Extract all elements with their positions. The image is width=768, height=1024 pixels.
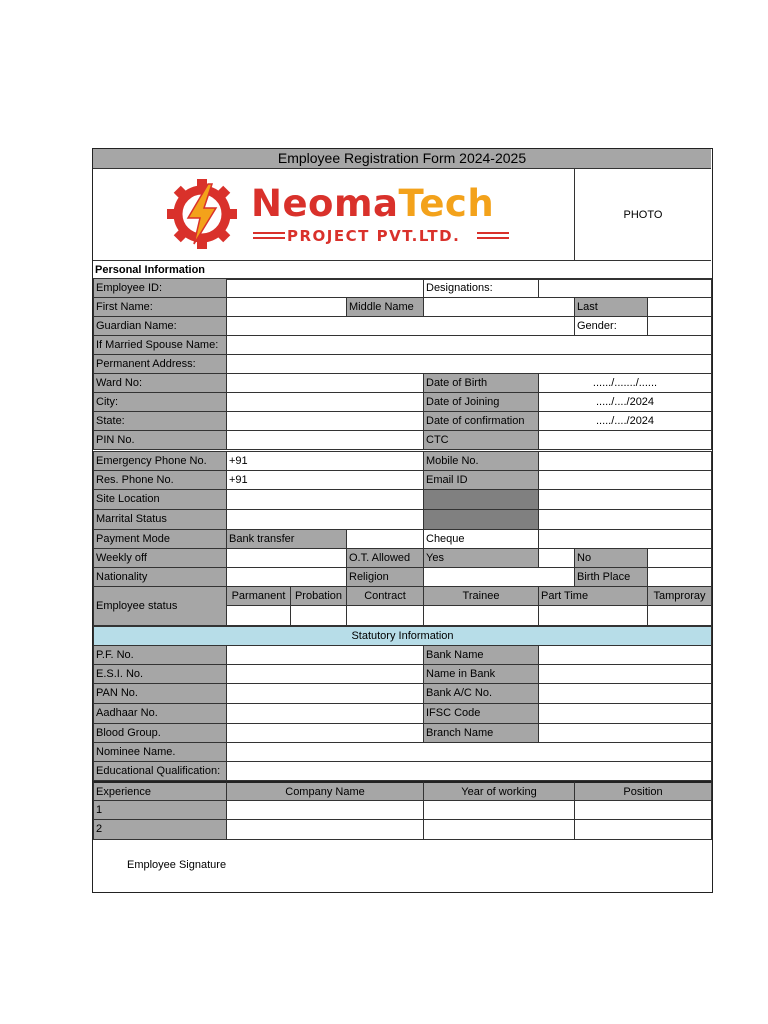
section-statutory-information: Statutory Information	[93, 626, 712, 646]
company-name	[251, 184, 494, 224]
divider-line	[477, 232, 509, 234]
experience-2-company-field[interactable]	[226, 819, 424, 840]
first-name-field[interactable]	[226, 297, 347, 317]
label-site-location: Site Location	[93, 489, 227, 510]
status-checkbox-parmanent[interactable]	[226, 605, 291, 626]
educational-qualification-field[interactable]	[226, 761, 712, 781]
photo-box	[574, 169, 711, 260]
status-option-probation[interactable]: Probation	[290, 586, 347, 606]
name-in-bank-field[interactable]	[538, 664, 712, 684]
label-ot-allowed: O.T. Allowed	[346, 548, 424, 568]
ot-no-checkbox[interactable]	[647, 548, 712, 568]
mobile-no-field[interactable]	[538, 451, 712, 471]
logo-section	[93, 169, 711, 261]
label-ifsc-code: IFSC Code	[423, 703, 539, 724]
ctc-field[interactable]	[538, 430, 712, 450]
label-spouse-name: If Married Spouse Name:	[93, 335, 227, 355]
birth-place-field[interactable]	[647, 567, 712, 587]
status-checkbox-trainee[interactable]	[423, 605, 539, 626]
registration-form	[92, 148, 713, 893]
experience-2-position-field[interactable]	[574, 819, 712, 840]
employee-id-field[interactable]	[226, 278, 424, 298]
label-blood-group: Blood Group.	[93, 723, 227, 743]
option-ot-no[interactable]: No	[574, 548, 648, 568]
date-of-joining-field[interactable]: ...../..../2024	[538, 392, 712, 412]
ward-no-field[interactable]	[226, 373, 424, 393]
status-checkbox-contract[interactable]	[346, 605, 424, 626]
cheque-checkbox[interactable]	[538, 529, 712, 549]
label-marital-status: Marrital Status	[93, 509, 227, 530]
company-subtitle-row	[253, 227, 509, 245]
status-option-trainee[interactable]: Trainee	[423, 586, 539, 606]
emergency-phone-field[interactable]: +91	[226, 451, 424, 471]
nationality-field[interactable]	[226, 567, 347, 587]
photo-label: PHOTO	[623, 208, 663, 221]
label-city: City:	[93, 392, 227, 412]
bank-ac-no-field[interactable]	[538, 683, 712, 704]
aadhaar-no-field[interactable]	[226, 703, 424, 724]
status-checkbox-part-time[interactable]	[538, 605, 648, 626]
experience-1-company-field[interactable]	[226, 800, 424, 820]
employee-signature-label: Employee Signature	[127, 859, 227, 871]
label-res-phone: Res. Phone No.	[93, 470, 227, 490]
nominee-name-field[interactable]	[226, 742, 712, 762]
spouse-name-field[interactable]	[226, 335, 712, 355]
last-name-field[interactable]	[647, 297, 712, 317]
date-of-birth-field[interactable]: ....../......./......	[538, 373, 712, 393]
guardian-name-field[interactable]	[226, 316, 575, 336]
label-branch-name: Branch Name	[423, 723, 539, 743]
column-company-name: Company Name	[226, 781, 424, 801]
label-bank-ac-no: Bank A/C No.	[423, 683, 539, 704]
blood-group-field[interactable]	[226, 723, 424, 743]
ot-yes-checkbox[interactable]	[538, 548, 575, 568]
label-nominee-name: Nominee Name.	[93, 742, 227, 762]
divider-line	[253, 237, 285, 239]
bank-transfer-checkbox[interactable]	[346, 529, 424, 549]
employee-signature-area[interactable]	[93, 839, 711, 891]
weekly-off-field[interactable]	[226, 548, 347, 568]
label-aadhaar-no: Aadhaar No.	[93, 703, 227, 724]
gear-bolt-icon	[161, 179, 243, 249]
permanent-address-field[interactable]	[226, 354, 712, 374]
esi-no-field[interactable]	[226, 664, 424, 684]
experience-1-year-field[interactable]	[423, 800, 575, 820]
option-cheque[interactable]: Cheque	[423, 529, 539, 549]
label-state: State:	[93, 411, 227, 431]
column-position: Position	[574, 781, 712, 801]
site-location-field[interactable]	[226, 489, 424, 510]
site-location-extra-field[interactable]	[538, 489, 712, 510]
company-name-part1: Neoma	[251, 182, 399, 225]
company-subtitle: PROJECT PVT.LTD.	[287, 227, 461, 245]
column-year-of-working: Year of working	[423, 781, 575, 801]
pf-no-field[interactable]	[226, 645, 424, 665]
label-ctc: CTC	[423, 430, 539, 450]
pin-no-field[interactable]	[226, 430, 424, 450]
label-emergency-phone: Emergency Phone No.	[93, 451, 227, 471]
label-last: Last	[574, 297, 648, 317]
label-middle-name: Middle Name	[346, 297, 424, 317]
blank-shaded-cell	[423, 509, 539, 530]
label-birth-place: Birth Place	[574, 567, 648, 587]
experience-1-position-field[interactable]	[574, 800, 712, 820]
status-checkbox-tamproray[interactable]	[647, 605, 712, 626]
marital-status-extra-field[interactable]	[538, 509, 712, 530]
label-ward-no: Ward No:	[93, 373, 227, 393]
experience-2-year-field[interactable]	[423, 819, 575, 840]
option-ot-yes[interactable]: Yes	[423, 548, 539, 568]
bank-name-field[interactable]	[538, 645, 712, 665]
option-bank-transfer[interactable]: Bank transfer	[226, 529, 347, 549]
status-option-contract[interactable]: Contract	[346, 586, 424, 606]
gender-field[interactable]	[647, 316, 712, 336]
middle-name-field[interactable]	[423, 297, 575, 317]
experience-row-number: 2	[93, 819, 227, 840]
divider-line	[253, 232, 285, 234]
marital-status-field[interactable]	[226, 509, 424, 530]
label-nationality: Nationality	[93, 567, 227, 587]
branch-name-field[interactable]	[538, 723, 712, 743]
status-checkbox-probation[interactable]	[290, 605, 347, 626]
form-title: Employee Registration Form 2024-2025	[93, 149, 711, 169]
label-designations: Designations:	[423, 278, 539, 298]
pan-no-field[interactable]	[226, 683, 424, 704]
label-guardian-name: Guardian Name:	[93, 316, 227, 336]
label-date-of-confirmation: Date of confirmation	[423, 411, 539, 431]
status-option-tamproray[interactable]: Tamproray	[647, 586, 712, 606]
ifsc-code-field[interactable]	[538, 703, 712, 724]
label-bank-name: Bank Name	[423, 645, 539, 665]
state-field[interactable]	[226, 411, 424, 431]
label-name-in-bank: Name in Bank	[423, 664, 539, 684]
label-date-of-birth: Date of Birth	[423, 373, 539, 393]
status-option-part-time[interactable]: Part Time	[538, 586, 648, 606]
res-phone-field[interactable]: +91	[226, 470, 424, 490]
section-personal-information: Personal Information	[93, 261, 711, 280]
company-name-part2: Tech	[398, 182, 495, 225]
experience-row-number: 1	[93, 800, 227, 820]
religion-field[interactable]	[423, 567, 575, 587]
label-date-of-joining: Date of Joining	[423, 392, 539, 412]
divider-line	[477, 237, 509, 239]
status-option-parmanent[interactable]: Parmanent	[226, 586, 291, 606]
label-esi-no: E.S.I. No.	[93, 664, 227, 684]
date-of-confirmation-field[interactable]: ...../..../2024	[538, 411, 712, 431]
label-payment-mode: Payment Mode	[93, 529, 227, 549]
blank-shaded-cell	[423, 489, 539, 510]
email-id-field[interactable]	[538, 470, 712, 490]
label-weekly-off: Weekly off	[93, 548, 227, 568]
label-permanent-address: Permanent Address:	[93, 354, 227, 374]
label-mobile-no: Mobile No.	[423, 451, 539, 471]
label-employee-id: Employee ID:	[93, 278, 227, 298]
label-pf-no: P.F. No.	[93, 645, 227, 665]
designations-field[interactable]	[538, 278, 712, 298]
label-first-name: First Name:	[93, 297, 227, 317]
city-field[interactable]	[226, 392, 424, 412]
label-educational-qualification: Educational Qualification:	[93, 761, 227, 781]
label-religion: Religion	[346, 567, 424, 587]
label-email-id: Email ID	[423, 470, 539, 490]
label-experience: Experience	[93, 781, 227, 801]
label-employee-status: Employee status	[93, 586, 227, 626]
label-pan-no: PAN No.	[93, 683, 227, 704]
label-gender: Gender:	[574, 316, 648, 336]
label-pin-no: PIN No.	[93, 430, 227, 450]
